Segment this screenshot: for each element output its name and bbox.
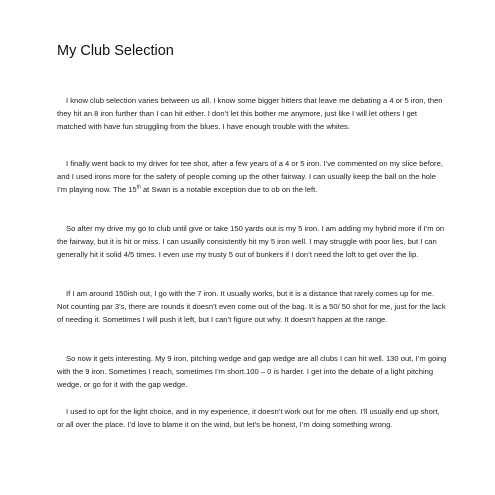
paragraph-4: If I am around 150ish out, I go with the 7 iron. It usually works, but it is a distance that rarely comes up for me. Not counting par 3’s, there are rounds it doesn’t even come out of the bag. It is a 50/ 50 shot for me, just for the lack of needing it. Sometimes I will push it left, but I can’t figure out why. It doesn’t happen at the range. xyxy=(57,289,446,324)
paragraph-3: So after my drive my go to club until give or take 150 yards out is my 5 iron. I am adding my hybrid more if I’m on the fairway, but it is hit or miss. I can usually consistently hit my 5 iron well. I may struggle with poor lies, but I can generally hit it solid 4/5 times. I even use my trusty 5 out of bunkers if I don’t need the loft to get over the lip. xyxy=(57,224,445,259)
paragraph-1: I know club selection varies between us all. I know some bigger hitters that leave me debating a 4 or 5 iron, then they hit an 8 iron further than I can hit either. I don’t let this bother me anymore, just like I will let others I get matched with have fun struggling from the blues. I have enough trouble with the whites. xyxy=(57,96,443,131)
paragraph-6: I used to opt for the light choice, and in my experience, it doesn’t work out for me often. I’ll usually end up short, or all over the place. I’d love to blame it on the wind, but let’s be honest, I’m doing something wrong. xyxy=(57,407,440,429)
ordinal-superscript: th xyxy=(136,184,141,191)
paragraph-5: So now it gets interesting. My 9 iron, pitching wedge and gap wedge are all clubs I can hit well. 130 out, I’m going with the 9 iron. Sometimes I reach, sometimes I’m short.100 – 0 is harder. I get into the debate of a light pitching wedge, or go for it with the gap wedge. xyxy=(57,354,447,389)
paragraph-2 xyxy=(57,157,447,196)
page-title: My Club Selection xyxy=(57,43,174,59)
paragraph-2-tail: at Swan is a notable exception due to ob on the left. xyxy=(140,185,318,194)
paragraph-2-text: I finally went back to my driver for tee shot, after a few years of a 4 or 5 iron. I’ve commented on my slice before, and I used irons more for the safety of people coming up the other fairway. I can usually keep the ball on the hole I’m playing now. The 15 xyxy=(57,159,443,194)
